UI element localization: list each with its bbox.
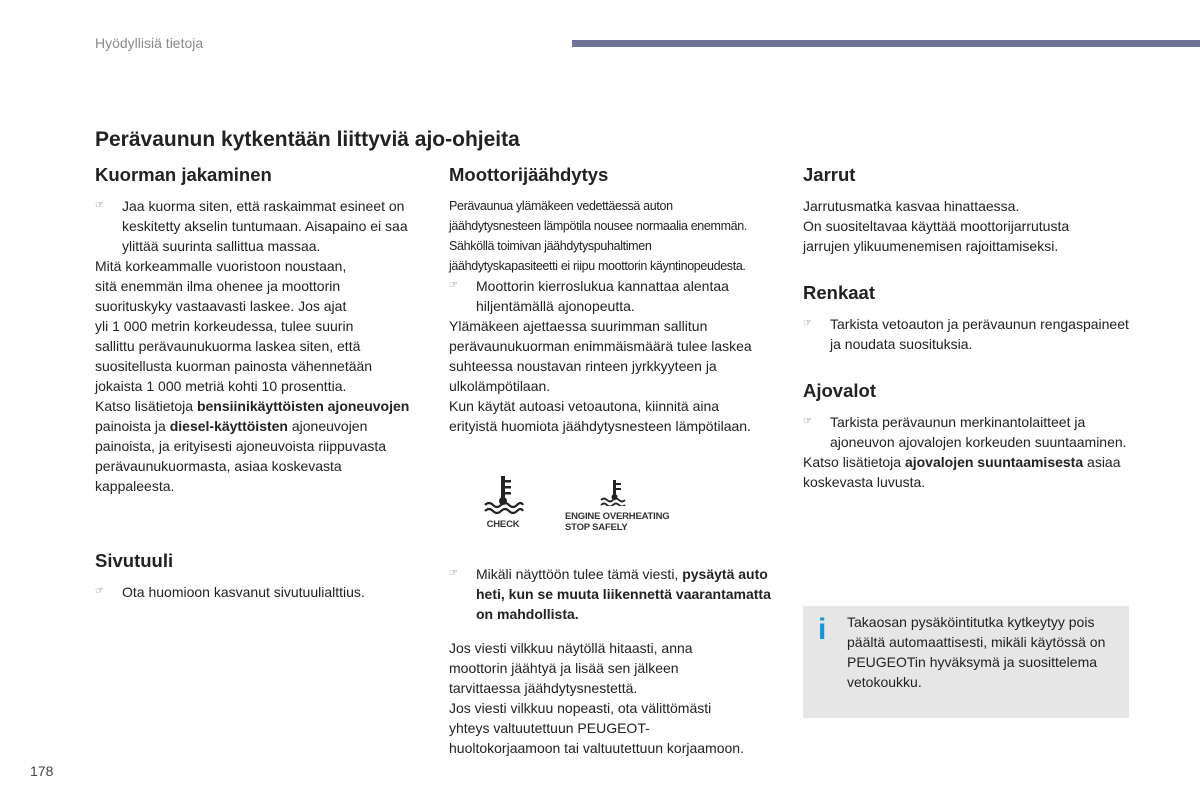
paragraph-line: On suositeltavaa käyttää moottorijarrutusta	[803, 218, 1070, 234]
paragraph-line: Kun käytät autoasi vetoautona, kiinnitä aina	[449, 398, 720, 414]
paragraph-line: yhteys valtuutettuun PEUGEOT-	[449, 720, 650, 736]
coolant-temperature-icon	[565, 480, 685, 506]
reference-link[interactable]: bensiinikäyttöisten ajoneuvojen	[196, 398, 410, 414]
coolant-temperature-icon	[481, 474, 525, 514]
info-text: Takaosan pysäköintitutka kytkeytyy pois päältä automaattisesti, mikäli käytössä on PEUGEOTin hyväksymä ja suosittelema vetokoukku.	[847, 614, 1106, 690]
pointing-hand-icon: ☞	[449, 568, 458, 579]
heading-moottorijaahdytys: Moottorijäähdytys	[449, 164, 609, 185]
paragraph-line: yli 1 000 metrin korkeudessa, tulee suurin	[95, 318, 354, 334]
paragraph-line: jarrujen ylikuumenemisen rajoittamiseksi.	[803, 238, 1059, 254]
paragraph-line: perävaunukuorman enimmäismäärä tulee laskea	[449, 338, 752, 354]
paragraph-line: Mitä korkeammalle vuoristoon noustaan,	[95, 258, 347, 274]
bullet-item: ☞ Tarkista perävaunun merkinantolaitteet ja ajoneuvon ajovalojen korkeuden suuntaaminen.	[803, 414, 1127, 450]
section-header: Hyödyllisiä tietoja	[95, 35, 204, 51]
pointing-hand-icon: ☞	[449, 280, 458, 291]
paragraph-line: moottorin jäähtyä ja lisää sen jälkeen	[449, 660, 679, 676]
paragraph-line: ulkolämpötilaan.	[449, 378, 551, 394]
bullet-item: ☞ Mikäli näyttöön tulee tämä viesti, pysäytä auto heti, kun se muuta liikennettä vaarantamatta on mahdollista.	[449, 566, 771, 622]
paragraph-line: Ylämäkeen ajettaessa suurimman sallitun	[449, 318, 708, 334]
reference-link[interactable]: diesel-käyttöisten	[169, 418, 288, 434]
column-2	[449, 164, 779, 758]
paragraph-line: suositellusta kuorman painosta vähennetään	[95, 358, 373, 374]
pointing-hand-icon: ☞	[95, 200, 104, 211]
pointing-hand-icon: ☞	[803, 318, 812, 329]
paragraph-line: tarvittaessa jäähdytysnestettä.	[449, 680, 638, 696]
paragraph-line: jäähdytyskapasiteetti ei riipu moottorin käyntinopeudesta.	[449, 259, 746, 273]
bullet-item: ☞ Ota huomioon kasvanut sivutuulialttius.	[95, 584, 365, 600]
bullet-item: ☞ Moottorin kierroslukua kannattaa alentaa hiljentämällä ajonopeutta.	[449, 278, 729, 314]
pointing-hand-icon: ☞	[95, 586, 104, 597]
engine-overheating-icon	[565, 480, 685, 533]
coolant-check-icon	[481, 474, 525, 530]
reference-paragraph: Katso lisätietoja bensiinikäyttöisten ajoneuvojen painoista ja diesel-käyttöisten ajoneuvojen painoista, ja erityisesti ajoneuvoista riippuvasta perävaunukuormasta, asiaa koskevasta kappaleesta.	[95, 398, 410, 494]
header-bar	[572, 40, 1200, 47]
paragraph-line: Sähköllä toimivan jäähdytyspuhaltimen	[449, 239, 652, 253]
paragraph-line: suhteessa noustavan rinteen jyrkkyyteen ja	[449, 358, 717, 374]
paragraph-line: Jarrutusmatka kasvaa hinattaessa.	[803, 198, 1020, 214]
heading-ajovalot: Ajovalot	[803, 380, 876, 401]
stop-safely-label: STOP SAFELY	[565, 522, 628, 533]
paragraph-line: erityistä huomiota jäähdytysnesteen lämpötilaan.	[449, 418, 751, 434]
column-1	[95, 164, 415, 602]
paragraph-line: sitä enemmän ilma ohenee ja moottorin	[95, 278, 341, 294]
heading-renkaat: Renkaat	[803, 282, 875, 303]
paragraph-line: Jos viesti vilkkuu näytöllä hitaasti, anna	[449, 640, 693, 656]
warning-icons	[449, 474, 779, 544]
bullet-item: ☞ Jaa kuorma siten, että raskaimmat esineet on keskitetty akselin tuntumaan. Aisapaino ei saa ylittää suurinta sallittua massaa.	[95, 198, 408, 254]
page-number: 178	[30, 763, 54, 779]
warning-emphasis: pysäytä auto heti, kun se muuta liikennettä vaarantamatta on mahdollista.	[476, 566, 771, 622]
overheating-label: ENGINE OVERHEATING	[565, 511, 670, 522]
bullet-item: ☞ Tarkista vetoauton ja perävaunun rengaspaineet ja noudata suosituksia.	[803, 316, 1129, 352]
paragraph-line: Jos viesti vilkkuu nopeasti, ota välittömästi	[449, 700, 712, 716]
paragraph-line: huoltokorjaamoon tai valtuutettuun korjaamoon.	[449, 740, 744, 756]
heading-jarrut: Jarrut	[803, 164, 856, 185]
paragraph-line: sallittu perävaunukuorma laskea siten, että	[95, 338, 361, 354]
paragraph-line: Perävaunua ylämäkeen vedettäessä auton	[449, 199, 673, 213]
column-3	[803, 164, 1133, 492]
page-title: Perävaunun kytkentään liittyviä ajo-ohjeita	[95, 128, 520, 151]
paragraph-line: jokaista 1 000 metriä kohti 10 prosenttia.	[95, 378, 347, 394]
pointing-hand-icon: ☞	[803, 416, 812, 427]
heading-kuorman-jakaminen: Kuorman jakaminen	[95, 164, 272, 185]
reference-link[interactable]: ajovalojen suuntaamisesta	[904, 454, 1084, 470]
info-box	[803, 606, 1129, 718]
check-label: CHECK	[486, 519, 520, 530]
info-icon: i	[818, 613, 827, 646]
heading-sivutuuli: Sivutuuli	[95, 550, 174, 571]
paragraph-line: jäähdytysnesteen lämpötila nousee normaalia enemmän.	[449, 219, 747, 233]
paragraph-line: suorituskyky vastaavasti laskee. Jos ajat	[95, 298, 347, 314]
reference-paragraph: Katso lisätietoja ajovalojen suuntaamisesta asiaa koskevasta luvusta.	[803, 454, 1121, 490]
